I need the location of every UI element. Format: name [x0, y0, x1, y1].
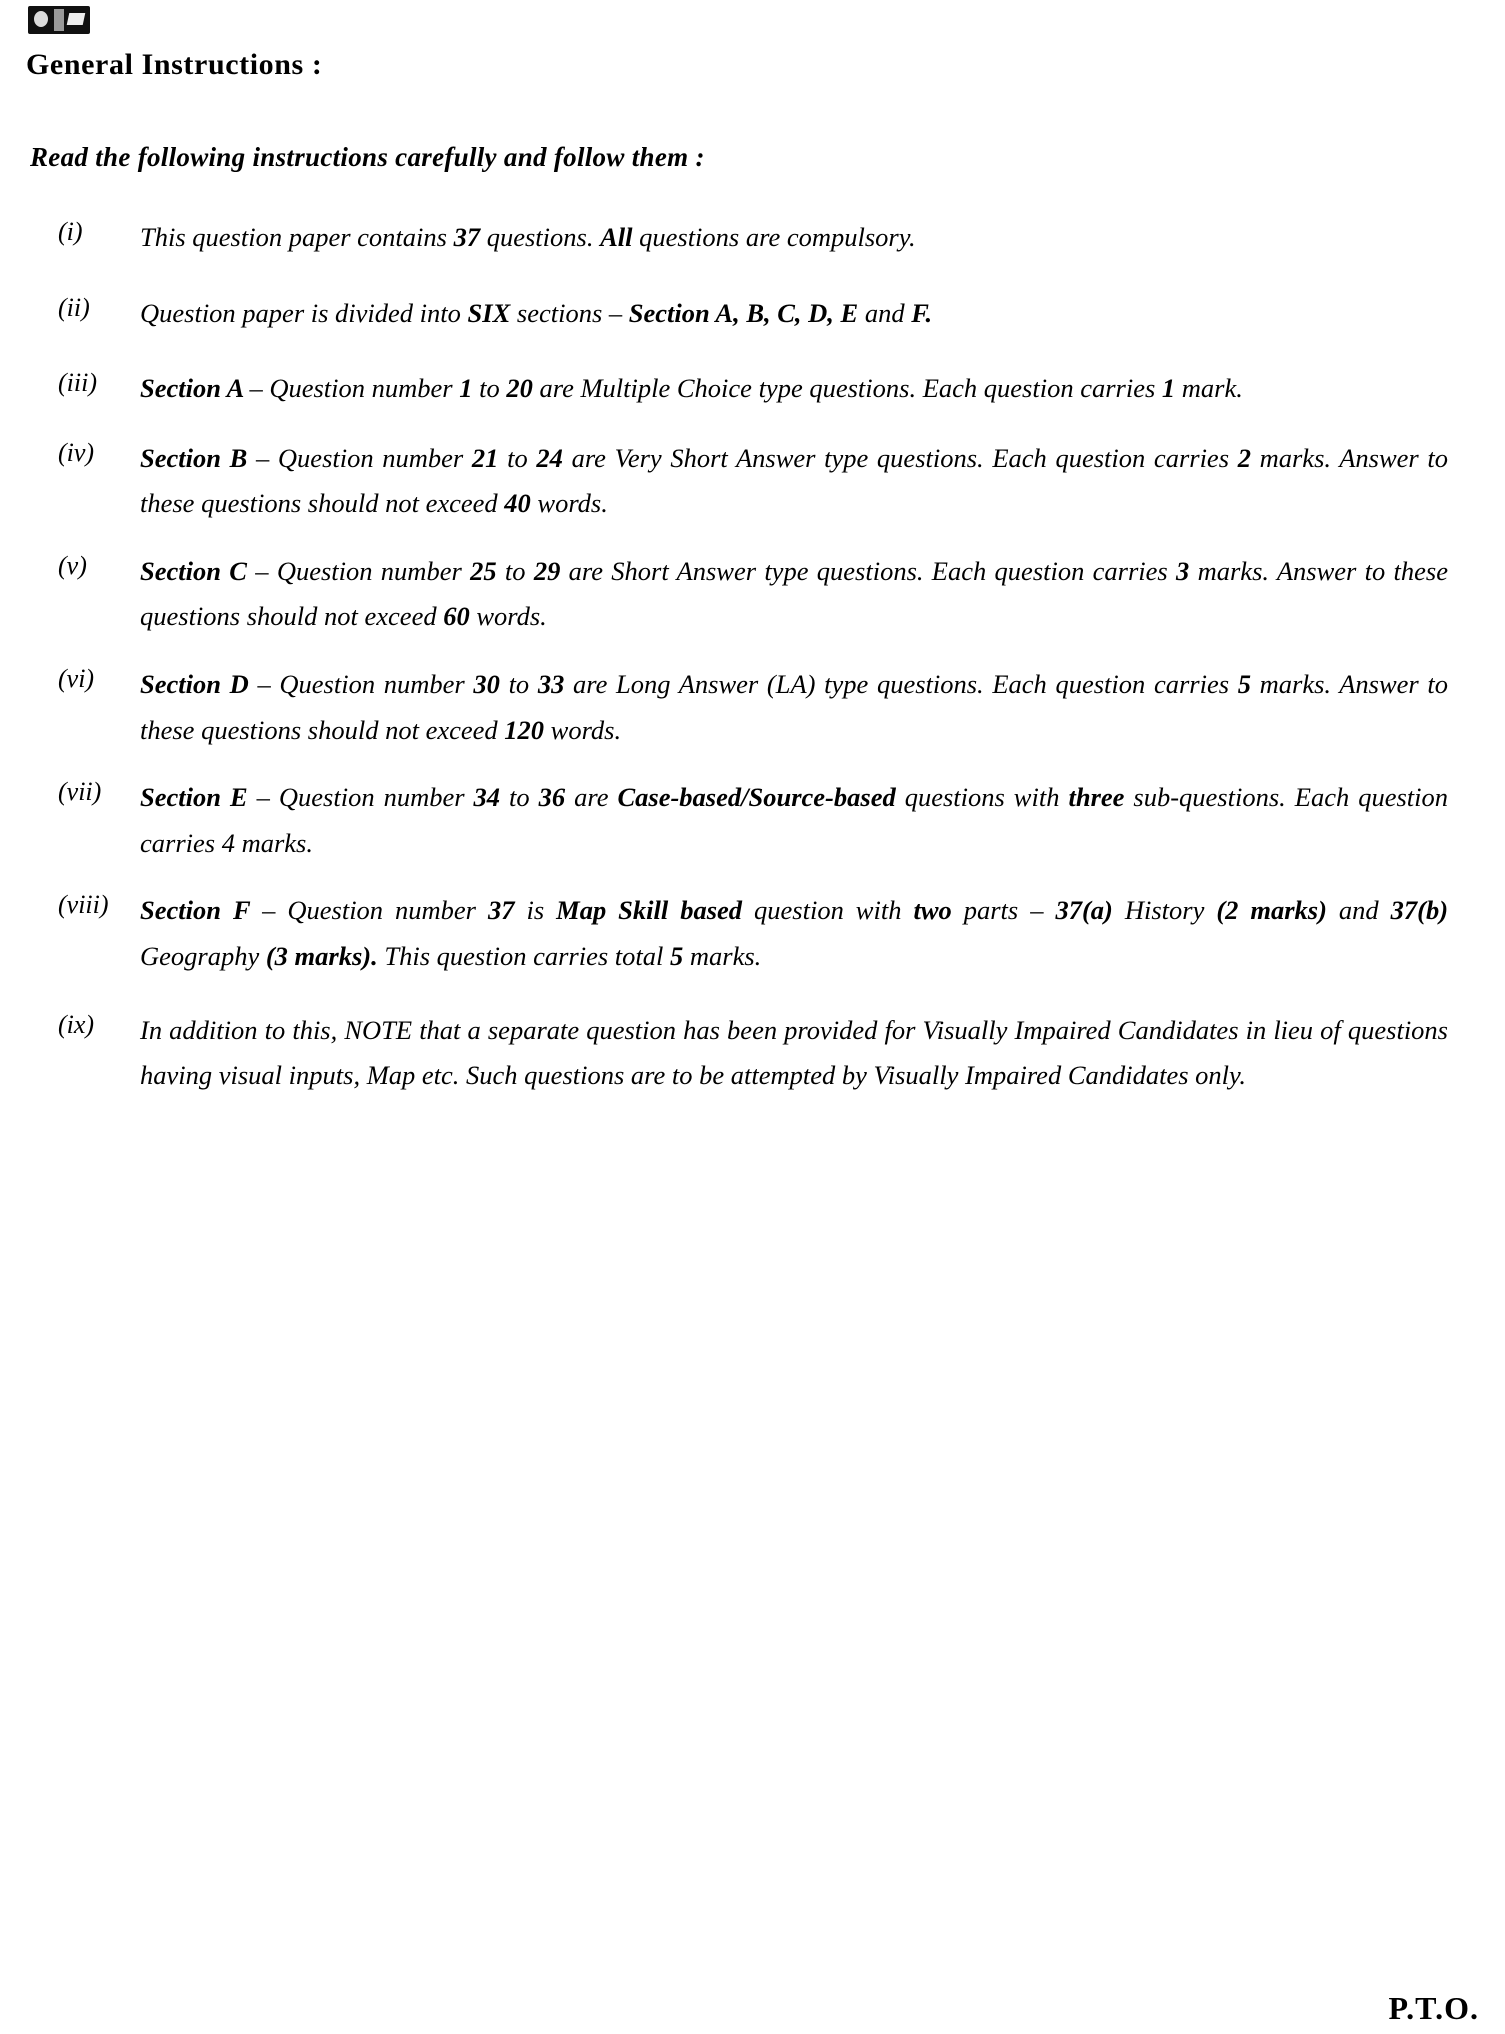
instruction-marker: (ix)	[58, 1009, 95, 1039]
instruction-emphasis: 60	[443, 601, 477, 632]
instruction-text	[140, 1008, 1478, 1099]
instruction-emphasis: Section C	[140, 555, 256, 586]
instruction-marker: (viii)	[58, 890, 109, 920]
instruction-emphasis: 5	[670, 940, 690, 971]
instruction-plain: History	[1124, 895, 1217, 926]
instruction-emphasis: Map Skill based	[556, 895, 755, 926]
instruction-plain: are Short Answer type questions. Each question carries	[568, 555, 1177, 586]
instruction-emphasis: F.	[911, 297, 933, 328]
instruction-plain: marks. Answer to these questions should not exceed	[140, 555, 1449, 632]
instruction-plain: – Question number	[255, 555, 471, 586]
instruction-emphasis: 21	[471, 442, 508, 473]
page-turn-note: P.T.O.	[1388, 1990, 1479, 2026]
instruction-plain: questions.	[486, 222, 601, 252]
instruction-text	[140, 366, 1478, 412]
instruction-item	[58, 775, 1478, 866]
instruction-marker: (iii)	[58, 368, 97, 398]
instruction-emphasis: SIX	[467, 297, 517, 328]
instruction-text	[140, 888, 1478, 979]
instruction-item	[58, 1008, 1478, 1099]
instruction-text	[140, 291, 1478, 337]
instruction-plain: are Long Answer (LA) type questions. Each question carries	[573, 669, 1238, 700]
instruction-item	[58, 366, 1478, 412]
instruction-plain: marks. Answer to these questions should not exceed	[140, 442, 1448, 519]
instruction-plain: This question carries total	[384, 940, 671, 971]
instruction-emphasis: 25	[470, 555, 505, 586]
instruction-plain: questions are compulsory.	[639, 222, 916, 252]
instruction-plain: sections –	[516, 297, 629, 328]
instruction-emphasis: (3 marks).	[265, 940, 385, 971]
instruction-item	[58, 662, 1478, 753]
instruction-text	[140, 775, 1478, 866]
instruction-plain: is	[526, 895, 557, 926]
instruction-marker: (i)	[58, 217, 83, 246]
instruction-text	[140, 662, 1478, 753]
instruction-emphasis: Section B	[140, 442, 256, 473]
instruction-text	[140, 549, 1478, 640]
instruction-plain: are Very Short Answer type questions. Each question carries	[571, 442, 1238, 473]
instruction-marker: (ii)	[58, 292, 90, 322]
logo-shape-1	[34, 11, 48, 27]
instruction-plain: – Question number	[262, 895, 488, 926]
page-title: General Instructions :	[26, 48, 323, 81]
instruction-emphasis: Case-based/Source-based	[617, 782, 905, 813]
instruction-emphasis: 40	[504, 488, 538, 519]
instruction-plain: and	[1338, 895, 1391, 926]
instruction-plain: – Question number	[257, 669, 474, 700]
instruction-plain: Question paper is divided into	[140, 297, 468, 328]
instruction-emphasis: 1	[459, 373, 480, 404]
instruction-plain: In addition to this, NOTE that a separate question has been provided for Visually Impaired Candidates in lieu of questions having visual inputs, Map etc. Such questions are to be attempted by Visually Impaired Candidates only.	[140, 1014, 1448, 1091]
instruction-plain: to	[504, 555, 534, 586]
cbse-logo-icon	[28, 6, 90, 34]
instruction-marker: (iv)	[58, 437, 95, 467]
instruction-emphasis: 29	[533, 555, 569, 586]
instructions-subtitle: Read the following instructions carefully and follow them :	[30, 142, 705, 172]
instruction-item	[58, 436, 1478, 527]
instruction-marker: (v)	[58, 550, 87, 580]
instruction-emphasis: three	[1068, 782, 1134, 813]
instruction-emphasis: Section A, B, C, D, E	[628, 297, 865, 328]
instruction-plain: words.	[537, 488, 608, 519]
instruction-emphasis: 33	[537, 669, 574, 700]
instruction-emphasis: Section D	[140, 669, 258, 700]
instruction-item	[58, 291, 1478, 337]
instruction-plain: and	[864, 297, 912, 328]
instruction-marker: (vi)	[58, 664, 95, 694]
instructions-list	[58, 215, 1478, 1125]
instruction-emphasis: 120	[504, 714, 551, 745]
instruction-plain: are	[574, 782, 618, 813]
instruction-plain: – Question number	[256, 782, 474, 813]
instruction-emphasis: 37(a)	[1055, 895, 1125, 926]
instruction-plain: question with	[754, 895, 914, 926]
instruction-emphasis: Section E	[140, 782, 257, 813]
instruction-emphasis: 37	[487, 895, 527, 926]
instruction-emphasis: 3	[1176, 555, 1198, 586]
instruction-plain: This question paper contains	[140, 222, 454, 252]
instruction-plain: – Question number	[249, 373, 460, 404]
instruction-plain: words.	[550, 714, 622, 745]
instruction-emphasis: (2 marks)	[1216, 895, 1339, 926]
logo-shape-3	[67, 13, 86, 25]
instruction-plain: are Multiple Choice type questions. Each question carries	[539, 373, 1162, 404]
instruction-emphasis: two	[913, 895, 964, 926]
instruction-text	[140, 215, 1478, 261]
instruction-emphasis: 24	[536, 442, 572, 473]
instruction-plain: mark.	[1181, 373, 1243, 404]
instruction-emphasis: 37	[453, 222, 487, 252]
instruction-emphasis: Section F	[140, 895, 263, 926]
instruction-emphasis: 36	[538, 782, 575, 813]
instruction-emphasis: Section A	[140, 373, 250, 404]
instruction-marker: (vii)	[58, 777, 102, 807]
instruction-plain: words.	[476, 601, 547, 632]
instruction-item	[58, 215, 1478, 261]
instruction-emphasis: 37(b)	[1390, 895, 1449, 926]
instruction-plain: marks. Answer to these questions should not exceed	[140, 669, 1449, 745]
instruction-plain: Geography	[140, 940, 266, 971]
instruction-plain: – Question number	[256, 442, 472, 473]
instruction-item	[58, 888, 1478, 979]
instruction-emphasis: 5	[1237, 669, 1260, 700]
instruction-text	[140, 436, 1478, 527]
instruction-emphasis: 2	[1237, 442, 1260, 473]
instruction-plain: marks.	[689, 940, 762, 971]
instruction-emphasis: All	[600, 222, 640, 252]
instruction-emphasis: 20	[506, 373, 540, 404]
instruction-emphasis: 30	[473, 669, 509, 700]
instruction-plain: to	[509, 782, 539, 813]
instruction-plain: sub-questions. Each question carries 4 marks.	[140, 782, 1449, 858]
instruction-emphasis: 1	[1161, 373, 1182, 404]
instruction-item	[58, 549, 1478, 640]
instruction-emphasis: 34	[473, 782, 510, 813]
instruction-plain: to	[508, 669, 538, 700]
instruction-plain: parts –	[963, 895, 1056, 926]
instruction-plain: to	[507, 442, 537, 473]
instruction-plain: questions with	[904, 782, 1069, 813]
logo-shape-2	[54, 9, 64, 31]
instruction-plain: to	[479, 373, 507, 404]
